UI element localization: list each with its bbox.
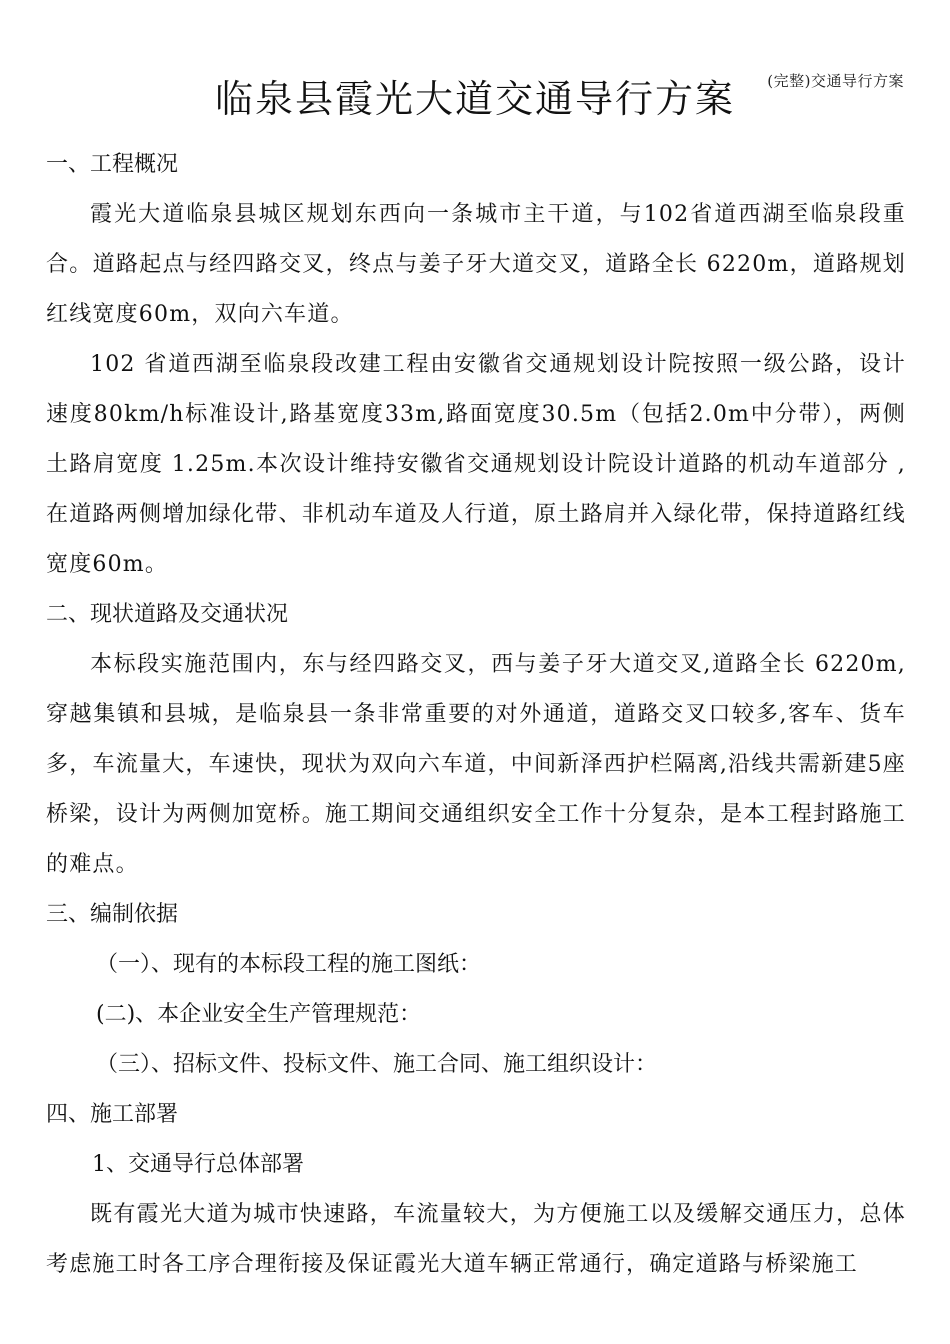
section-heading-basis: 三、编制依据 — [46, 902, 179, 927]
list-item: (二)、本企业安全生产管理规范： — [96, 1002, 422, 1027]
section-heading-overview: 一、工程概况 — [46, 152, 179, 177]
section-heading-deployment: 四、施工部署 — [46, 1102, 179, 1127]
paragraph: 102 省道西湖至临泉段改建工程由安徽省交通规划设计院按照一级公路，设计速度80km/h标准设计,路基宽度33m,路面宽度30.5m（包括2.0m中分带），两侧土路肩宽度 1.25m.本次设计维持安徽省交通规划设计院设计道路的机动车道部分 ,在道路两侧增加绿化带、非机动车道及人行道，原土路肩并入绿化带，保持道路红线宽度60m。 — [46, 352, 906, 577]
subsection-heading: 1、交通导行总体部署 — [92, 1152, 304, 1177]
list-item: （三）、招标文件、投标文件、施工合同、施工组织设计： — [96, 1052, 658, 1077]
paragraph: 霞光大道临泉县城区规划东西向一条城市主干道，与102省道西湖至临泉段重合。道路起点与经四路交叉，终点与姜子牙大道交叉，道路全长 6220m，道路规划红线宽度60m，双向六车道。 — [46, 202, 906, 327]
document-title: 临泉县霞光大道交通导行方案 — [214, 77, 735, 121]
list-item: （一）、现有的本标段工程的施工图纸： — [96, 952, 482, 977]
header-note: (完整)交通导行方案 — [767, 72, 904, 90]
paragraph: 本标段实施范围内，东与经四路交叉，西与姜子牙大道交叉,道路全长 6220m,穿越集镇和县城，是临泉县一条非常重要的对外通道，道路交叉口较多,客车、货车多，车流量大，车速快，现状为双向六车道，中间新泽西护栏隔离,沿线共需新建5座桥梁，设计为两侧加宽桥。施工期间交通组织安全工作十分复杂，是本工程封路施工的难点。 — [46, 652, 906, 877]
paragraph: 既有霞光大道为城市快速路，车流量较大，为方便施工以及缓解交通压力，总体考虑施工时各工序合理衔接及保证霞光大道车辆正常通行，确定道路与桥梁施工 — [46, 1202, 906, 1277]
section-heading-current-status: 二、现状道路及交通状况 — [46, 602, 289, 627]
document-body — [46, 140, 906, 1290]
